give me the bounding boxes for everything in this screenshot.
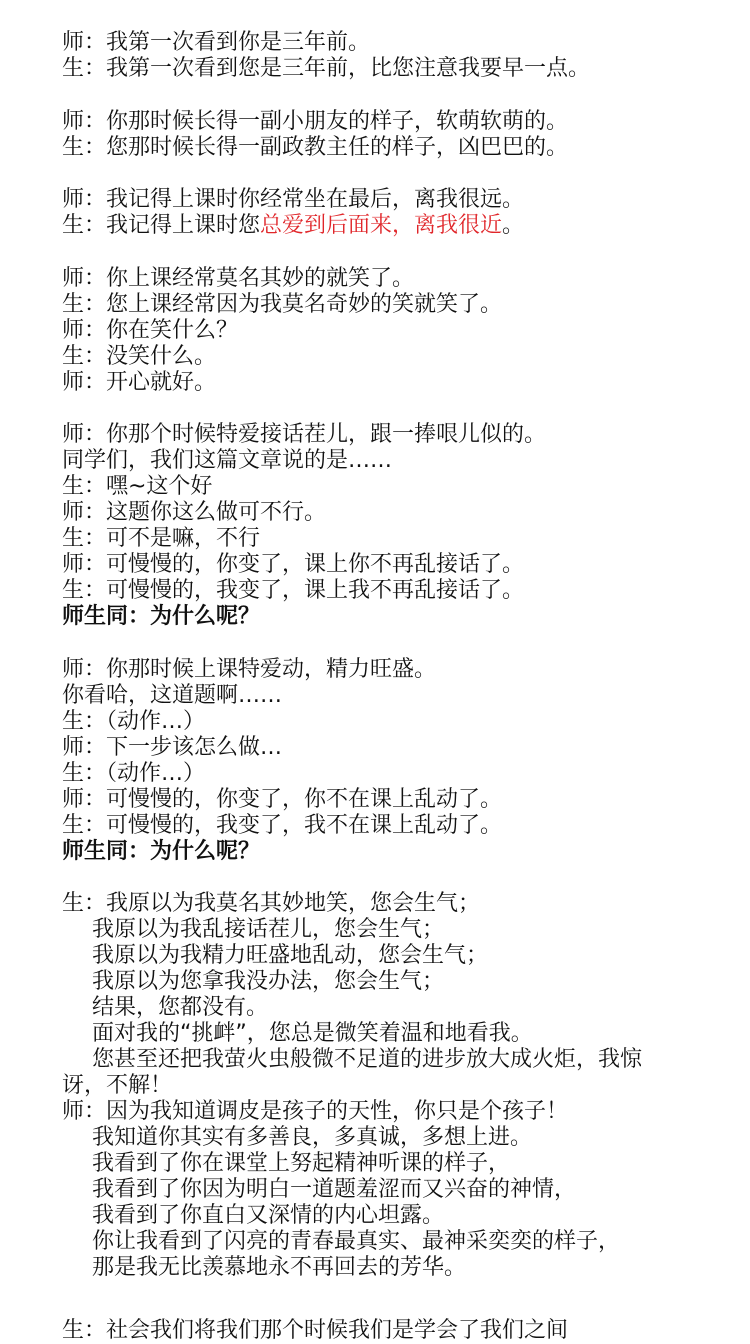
dialogue-document (62, 30, 732, 1281)
paragraph-gap (62, 239, 732, 266)
student-line: 生：可慢慢的，我变了，课上我不再乱接话了。 (62, 578, 525, 603)
teacher-line: 师：你那时候长得一副小朋友的样子，软萌软萌的。 (62, 108, 569, 134)
teacher-line: 师：我记得上课时你经常坐在最后，离我很远。 (62, 187, 525, 212)
student-line: 生：可不是嘛，不行 (62, 526, 261, 551)
teacher-line: 你让我看到了闪亮的青春最真实、最神采奕奕的样子， (92, 1229, 621, 1254)
exchange-reflection (62, 891, 732, 1281)
teacher-line: 师：你那时候上课特爱动，精力旺盛。 (62, 656, 437, 682)
student-line: 结果，您都没有。 (92, 995, 269, 1020)
teacher-line: 你看哈，这道题啊…… (62, 682, 283, 708)
student-line: 生：我原以为我莫名其妙地笑，您会生气； (62, 891, 481, 916)
teacher-line: 我看到了你直白又深情的内心坦露。 (92, 1203, 445, 1228)
teacher-line: 同学们，我们这篇文章说的是…… (62, 448, 393, 473)
student-line: 生：您上课经常因为我莫名奇妙的笑就笑了。 (62, 291, 503, 317)
exchange-laughing (62, 266, 732, 396)
student-line: 讶，不解！ (62, 1073, 173, 1098)
exchange-seating (62, 187, 732, 239)
paragraph-gap (62, 82, 732, 109)
teacher-line: 师：你上课经常莫名其妙的就笑了。 (62, 265, 415, 291)
exchange-appearance (62, 109, 732, 161)
teacher-line: 师：你那个时候特爱接话茬儿，跟一捧哏儿似的。 (62, 422, 547, 447)
student-line: 我原以为我精力旺盛地乱动，您会生气； (92, 943, 489, 968)
together-line: 师生同：为什么呢？ (62, 838, 261, 864)
cut-off-line: 生：社会我们将我们那个时候我们是学会了我们之间 (62, 1318, 569, 1343)
student-line: 生：可慢慢的，我变了，我不在课上乱动了。 (62, 812, 503, 838)
student-line: 生：嘿~这个好 (62, 474, 213, 499)
teacher-line: 师：可慢慢的，你变了，课上你不再乱接话了。 (62, 552, 525, 577)
teacher-line: 我知道你其实有多善良，多真诚，多想上进。 (92, 1125, 533, 1150)
teacher-line: 师：这题你这么做可不行。 (62, 500, 327, 525)
student-line (62, 213, 732, 239)
student-line: 面对我的“挑衅”，您总是微笑着温和地看我。 (92, 1021, 533, 1046)
student-line: 您甚至还把我萤火虫般微不足道的进步放大成火炬，我惊 (92, 1047, 643, 1072)
exchange-first-meeting (62, 30, 732, 82)
teacher-line: 我看到了你在课堂上努起精神听课的样子， (92, 1151, 511, 1176)
together-line: 师生同：为什么呢？ (62, 604, 261, 629)
highlighted-phrase: 总爱到后面来，离我很近 (260, 213, 503, 238)
student-line: 生：没笑什么。 (62, 343, 217, 369)
teacher-line: 师：开心就好。 (62, 369, 217, 395)
student-line-start: 生：我记得上课时您 (62, 213, 261, 238)
student-line: 我原以为您拿我没办法，您会生气； (92, 969, 445, 994)
teacher-line: 那是我无比羡慕地永不再回去的芳华。 (92, 1255, 467, 1280)
teacher-line: 我看到了你因为明白一道题羞涩而又兴奋的神情， (92, 1177, 577, 1202)
exchange-moving-around (62, 657, 732, 865)
student-line: 生：您那时候长得一副政教主任的样子，凶巴巴的。 (62, 134, 569, 160)
paragraph-gap (62, 865, 732, 892)
teacher-line: 师：你在笑什么？ (62, 317, 239, 343)
exchange-interrupting (62, 422, 732, 630)
teacher-line: 师：我第一次看到你是三年前。 (62, 30, 371, 55)
teacher-line: 师：下一步该怎么做… (62, 734, 283, 760)
student-line-end: 。 (502, 213, 525, 238)
student-line: 生：我第一次看到您是三年前，比您注意我要早一点。 (62, 56, 591, 81)
paragraph-gap (62, 396, 732, 423)
teacher-line: 师：可慢慢的，你变了，你不在课上乱动了。 (62, 786, 503, 812)
student-line: 我原以为我乱接话茬儿，您会生气； (92, 917, 445, 942)
student-line: 生：（动作…） (62, 760, 206, 786)
paragraph-gap (62, 161, 732, 188)
student-line: 生：（动作…） (62, 708, 206, 734)
teacher-line: 师：因为我知道调皮是孩子的天性，你只是个孩子！ (62, 1099, 569, 1124)
paragraph-gap (62, 630, 732, 657)
